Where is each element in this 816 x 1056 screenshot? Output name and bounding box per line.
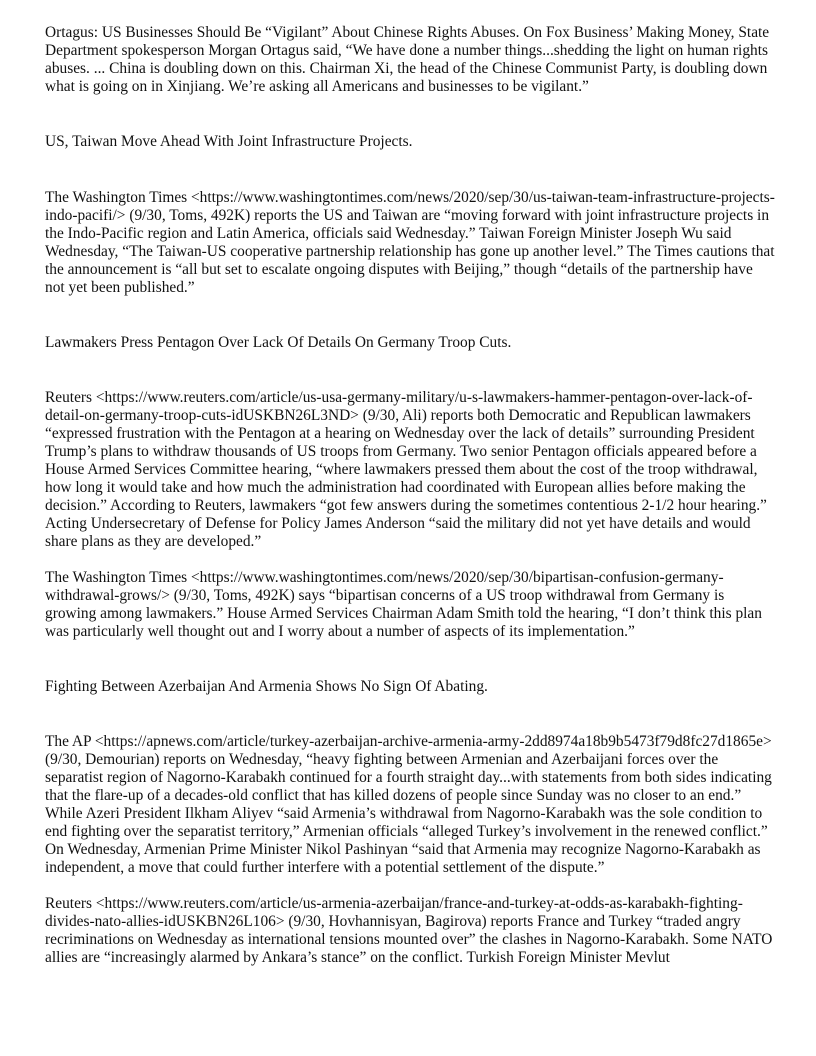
taiwan-paragraph: The Washington Times <https://www.washingtontimes.com/news/2020/sep/30/us-taiwan-team-infrastructure-projects-indo-pacifi/> (9/30, Toms, 492K) reports the US and Taiwan are “moving forward with joint infrastructure projects in the Indo-Pacific region and Latin America, officials said Wednesday.” Taiwan Foreign Minister Joseph Wu said Wednesday, “The Taiwan-US cooperative partnership relationship has gone up another level.” The Times cautions that the announcement is “all but set to escalate ongoing disputes with Beijing,” though “details of the partnership have not yet been published.” [45,189,775,296]
document-page [45,24,775,967]
azerbaijan-paragraph-ap: The AP <https://apnews.com/article/turkey-azerbaijan-archive-armenia-army-2dd8974a18b9b5473f79d8fc27d1865e> (9/30, Demourian) reports on Wednesday, “heavy fighting between Armenian and Azerbaijani forces over the separatist region of Nagorno-Karabakh continued for a fourth straight day...with statements from both sides indicating that the flare-up of a decades-old conflict that has killed dozens of people since Sunday was no closer to an end.” While Azeri President Ilkham Aliyev “said Armenia’s withdrawal from Nagorno-Karabakh was the sole condition to end fighting over the separatist territory,” Armenian officials “alleged Turkey’s involvement in the renewed conflict.” On Wednesday, Armenian Prime Minister Nikol Pashinyan “said that Armenia may recognize Nagorno-Karabakh as independent, a move that could further interfere with a potential settlement of the dispute.” [45,733,772,876]
azerbaijan-paragraph-reuters: Reuters <https://www.reuters.com/article/us-armenia-azerbaijan/france-and-turkey-at-odds-as-karabakh-fighting-divides-nato-allies-idUSKBN26L106> (9/30, Hovhannisyan, Bagirova) reports France and Turkey “traded angry recriminations on Wednesday as international tensions mounted over” the clashes in Nagorno-Karabakh. Some NATO allies are “increasingly alarmed by Ankara’s stance” on the conflict. Turkish Foreign Minister Mevlut [45,895,773,966]
azerbaijan-heading: Fighting Between Azerbaijan And Armenia Shows No Sign Of Abating. [45,678,488,695]
germany-heading: Lawmakers Press Pentagon Over Lack Of Details On Germany Troop Cuts. [45,334,512,351]
germany-paragraph-washington-times: The Washington Times <https://www.washingtontimes.com/news/2020/sep/30/bipartisan-confusion-germany-withdrawal-grows/> (9/30, Toms, 492K) says “bipartisan concerns of a US troop withdrawal from Germany is growing among lawmakers.” House Armed Services Chairman Adam Smith told the hearing, “I don’t think this plan was particularly well thought out and I worry about a number of aspects of its implementation.” [45,569,762,640]
germany-paragraph-reuters: Reuters <https://www.reuters.com/article/us-usa-germany-military/u-s-lawmakers-hammer-pentagon-over-lack-of-detail-on-germany-troop-cuts-idUSKBN26L3ND> (9/30, Ali) reports both Democratic and Republican lawmakers “expressed frustration with the Pentagon at a hearing on Wednesday over the lack of details” surrounding President Trump’s plans to withdraw thousands of US troops from Germany. Two senior Pentagon officials appeared before a House Armed Services Committee hearing, “where lawmakers pressed them about the cost of the troop withdrawal, how long it would take and how much the administration had coordinated with European allies before making the decision.” According to Reuters, lawmakers “got few answers during the sometimes contentious 2-1/2 hour hearing.” Acting Undersecretary of Defense for Policy James Anderson “said the military did not yet have details and would share plans as they are developed.” [45,389,767,550]
taiwan-heading: US, Taiwan Move Ahead With Joint Infrastructure Projects. [45,133,413,150]
ortagus-paragraph: Ortagus: US Businesses Should Be “Vigilant” About Chinese Rights Abuses. On Fox Business’ Making Money, State Department spokesperson Morgan Ortagus said, “We have done a number things...shedding the light on human rights abuses. ... China is doubling down on this. Chairman Xi, the head of the Chinese Communist Party, is doubling down what is going on in Xinjiang. We’re asking all Americans and businesses to be vigilant.” [45,24,770,95]
